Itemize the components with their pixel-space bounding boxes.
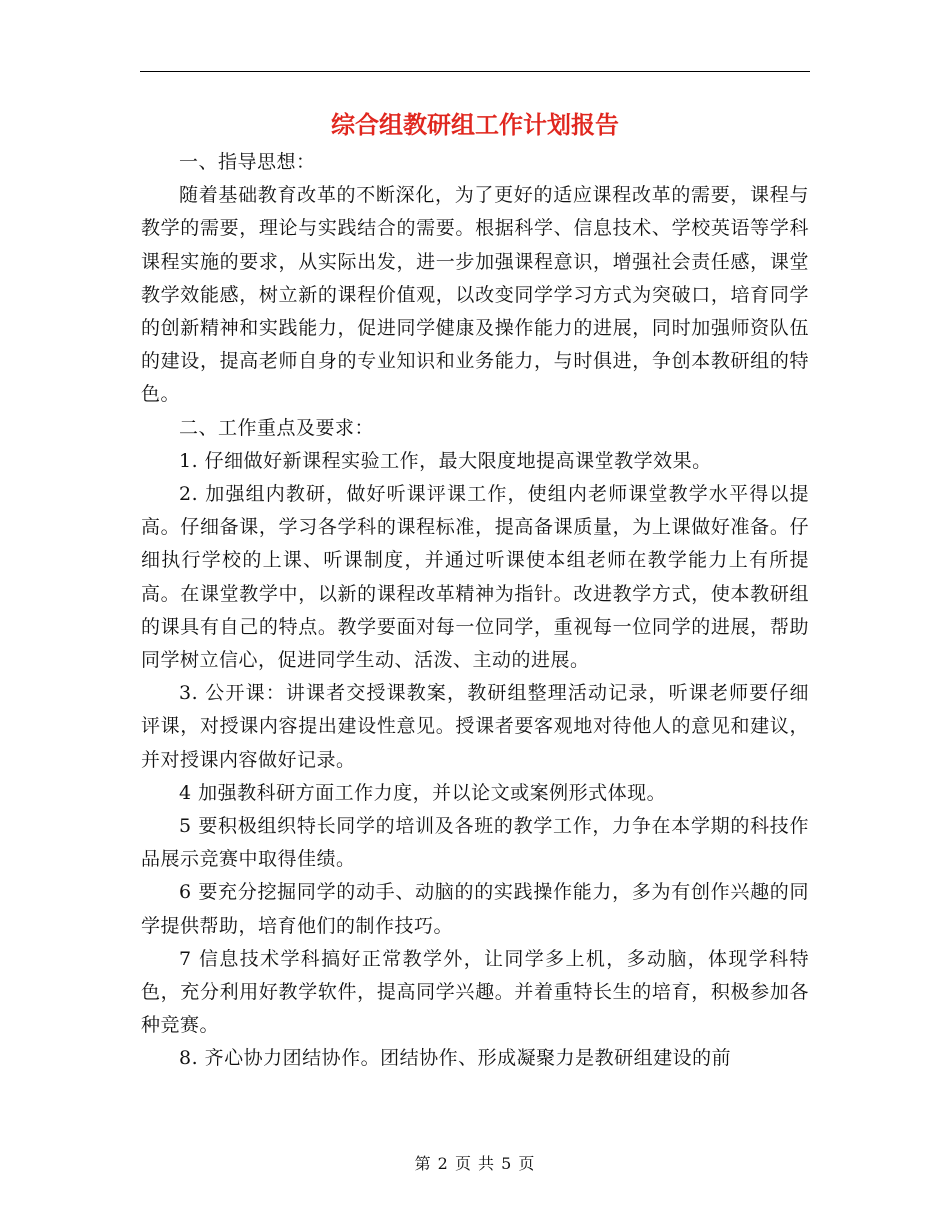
paragraph-item-1: 1. 仔细做好新课程实验工作，最大限度地提高课堂教学效果。: [179, 449, 712, 472]
paragraph-item-7: 7 信息技术学科搞好正常教学外，让同学多上机，多动脑，体现学科特色，充分利用好教学软件，提高同学兴趣。并着重特长生的培育，积极参加各种竞赛。: [141, 947, 809, 1037]
page-number: 第 2 页 共 5 页: [414, 1154, 536, 1173]
section-heading-guiding-ideology: 一、指导思想：: [179, 151, 316, 173]
section-heading-work-focus: 二、工作重点及要求：: [179, 416, 375, 439]
header-rule: [140, 71, 810, 72]
paragraph-guiding-ideology: 随着基础教育改革的不断深化，为了更好的适应课程改革的需要，课程与教学的需要，理论与实践结合的需要。根据科学、信息技术、学校英语等学科课程实施的要求，从实际出发，进一步加强课程意识，增强社会责任感，课堂教学效能感，树立新的课程价值观，以改变同学学习方式为突破口，培育同学的创新精神和实践能力，促进同学健康及操作能力的进展，同时加强师资队伍的建设，提高老师自身的专业知识和业务能力，与时俱进，争创本教研组的特色。: [141, 184, 809, 406]
paragraph-item-2: 2. 加强组内教研，做好听课评课工作，使组内老师课堂教学水平得以提高。仔细备课，学习各学科的课程标准，提高备课质量，为上课做好准备。仔细执行学校的上课、听课制度，并通过听课使本组老师在教学能力上有所提高。在课堂教学中，以新的课程改革精神为指针。改进教学方式，使本教研组的课具有自己的特点。教学要面对每一位同学，重视每一位同学的进展，帮助同学树立信心，促进同学生动、活泼、主动的进展。: [141, 483, 809, 672]
paragraph-item-4: 4 加强教科研方面工作力度，并以论文或案例形式体现。: [179, 781, 667, 804]
document-body: [141, 146, 809, 1076]
document-title: 综合组教研组工作计划报告: [331, 110, 619, 139]
paragraph-item-5: 5 要积极组织特长同学的培训及各班的教学工作，力争在本学期的科技作品展示竞赛中取得佳绩。: [141, 815, 809, 871]
paragraph-item-6: 6 要充分挖掘同学的动手、动脑的的实践操作能力，多为有创作兴趣的同学提供帮助，培育他们的制作技巧。: [141, 881, 809, 937]
paragraph-item-8: 8. 齐心协力团结协作。团结协作、形成凝聚力是教研组建设的前: [179, 1047, 732, 1070]
paragraph-item-3: 3. 公开课：讲课者交授课教案，教研组整理活动记录，听课老师要仔细评课，对授课内容提出建设性意见。授课者要客观地对待他人的意见和建议，并对授课内容做好记录。: [141, 682, 809, 771]
